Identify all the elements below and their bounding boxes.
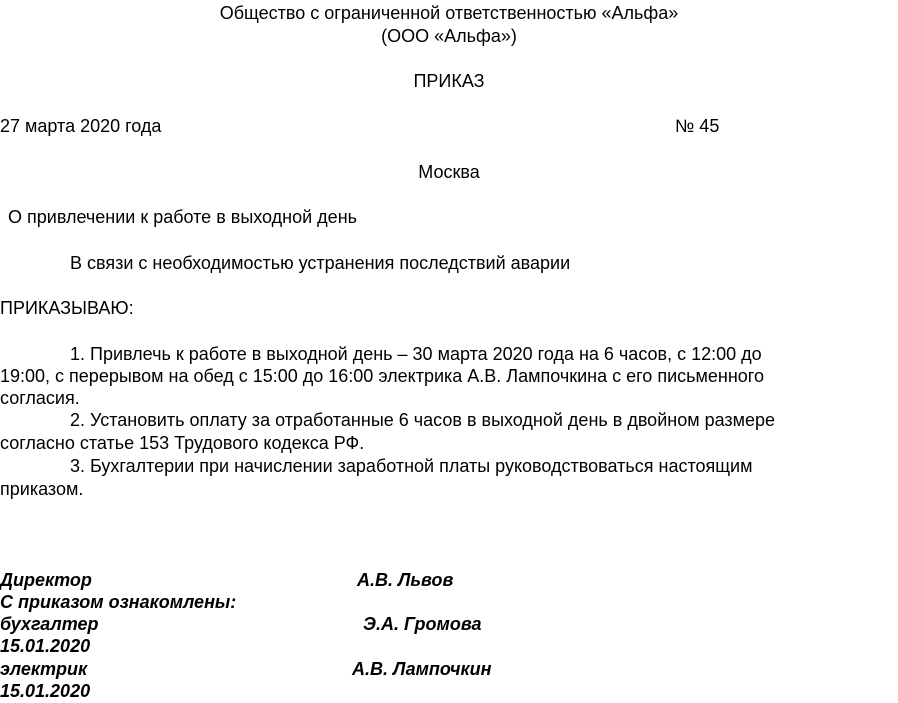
order-word: ПРИКАЗЫВАЮ:	[0, 298, 134, 318]
item-2-line-2: согласно статье 153 Трудового кодекса РФ.	[0, 433, 365, 453]
accountant-title: бухгалтер	[0, 614, 99, 634]
org-full-name: Общество с ограниченной ответственностью «Альфа»	[219, 3, 679, 23]
item-1-line-3: согласия.	[0, 388, 80, 408]
doc-date: 27 марта 2020 года	[0, 116, 162, 136]
accountant-date: 15.01.2020	[0, 636, 91, 656]
doc-preamble: В связи с необходимостью устранения последствий аварии	[70, 253, 571, 273]
electrician-date: 15.01.2020	[0, 681, 91, 701]
doc-subject: О привлечении к работе в выходной день	[8, 207, 358, 227]
item-1-line-2: 19:00, с перерывом на обед с 15:00 до 16:00 электрика А.В. Лампочкина с его письменного	[0, 366, 764, 386]
org-short-name: (ООО «Альфа»)	[381, 26, 517, 46]
electrician-name: А.В. Лампочкин	[352, 659, 492, 679]
doc-number: № 45	[675, 116, 720, 136]
item-3-line-2: приказом.	[0, 479, 84, 499]
doc-city: Москва	[418, 162, 480, 182]
item-3-line-1: 3. Бухгалтерии при начислении заработной платы руководствоваться настоящим	[70, 456, 753, 476]
director-name: А.В. Львов	[357, 570, 454, 590]
item-2-line-1: 2. Установить оплату за отработанные 6 часов в выходной день в двойном размере	[70, 410, 776, 430]
electrician-title: электрик	[0, 659, 88, 679]
director-title: Директор	[0, 570, 92, 590]
accountant-name: Э.А. Громова	[363, 614, 482, 634]
doc-type: ПРИКАЗ	[413, 71, 485, 91]
acquainted-label: С приказом ознакомлены:	[0, 592, 237, 612]
item-1-line-1: 1. Привлечь к работе в выходной день – 30 марта 2020 года на 6 часов, с 12:00 до	[70, 344, 762, 364]
